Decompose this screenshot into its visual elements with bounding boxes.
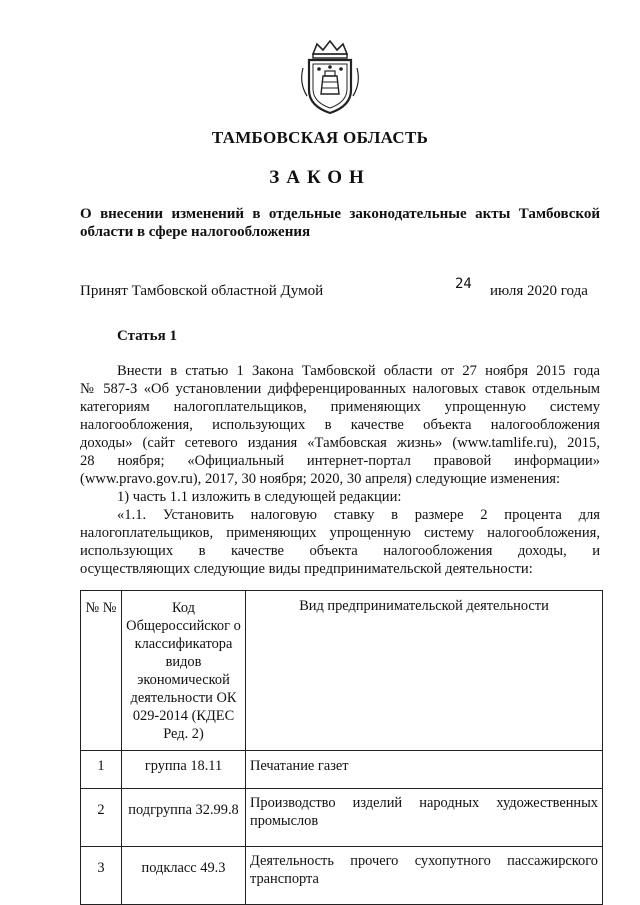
- table-row: [81, 789, 603, 847]
- row-number: 1: [81, 751, 122, 789]
- row-code: подгруппа 32.99.8: [122, 789, 246, 847]
- body-line: налогообложения, использующих в качестве объекта налогообложения: [80, 417, 600, 433]
- body-line: 1) часть 1.1 изложить в следующей редакции:: [117, 489, 402, 505]
- header-number: № №: [81, 591, 122, 751]
- body-line: доходы» (сайт сетевого издания «Тамбовская жизнь» (www.tamlife.ru), 2015,: [80, 435, 600, 451]
- document-title: О внесении изменений в отдельные законодательные акты Тамбовской области в сфере налогообложения: [80, 206, 600, 240]
- article-body: [80, 362, 600, 578]
- coat-of-arms-icon: [295, 38, 365, 116]
- body-line: категориям налогоплательщиков, применяющих упрощенную систему: [80, 399, 600, 415]
- article-heading: Статья 1: [117, 328, 177, 344]
- body-line: налогоплательщиков, применяющих упрощенную систему налогообложения,: [80, 525, 600, 541]
- table-row: [81, 751, 603, 789]
- row-code: подкласс 49.3: [122, 847, 246, 905]
- region-name: ТАМБОВСКАЯ ОБЛАСТЬ: [211, 128, 429, 147]
- body-line: (www.pravo.gov.ru), 2017, 30 ноября; 2020, 30 апреля) следующие изменения:: [80, 471, 561, 487]
- row-activity: Деятельность прочего сухопутного пассажирского транспорта: [246, 847, 603, 905]
- activity-table: [80, 590, 603, 905]
- body-line: № 587-З «Об установлении дифференцированных налоговых ставок отдельным: [80, 381, 600, 397]
- header-activity: Вид предпринимательской деятельности: [246, 591, 603, 751]
- document-type: ЗАКОН: [269, 167, 371, 188]
- table-header-row: [81, 591, 603, 751]
- row-number: 2: [81, 789, 122, 847]
- table-row: [81, 847, 603, 905]
- adopted-by: Принят Тамбовской областной Думой: [80, 283, 324, 299]
- body-line: 28 ноября; «Официальный интернет-портал правовой информации»: [80, 453, 600, 469]
- body-line: Внести в статью 1 Закона Тамбовской области от 27 ноября 2015 года: [117, 363, 600, 379]
- header-okved-code: Код Общероссийског о классификатора видов экономической деятельности ОК 029-2014 (КДЕС Ред. 2): [122, 591, 246, 751]
- body-line: использующих в качестве объекта налогообложения доходы, и: [80, 543, 600, 559]
- row-activity: Печатание газет: [246, 751, 603, 789]
- adoption-month-year: июля 2020 года: [490, 283, 588, 299]
- adoption-day: 24: [455, 276, 472, 292]
- row-number: 3: [81, 847, 122, 905]
- row-code: группа 18.11: [122, 751, 246, 789]
- body-line: осуществляющих следующие виды предпринимательской деятельности:: [80, 561, 533, 577]
- body-line: «1.1. Установить налоговую ставку в размере 2 процента для: [117, 507, 600, 523]
- row-activity: Производство изделий народных художественных промыслов: [246, 789, 603, 847]
